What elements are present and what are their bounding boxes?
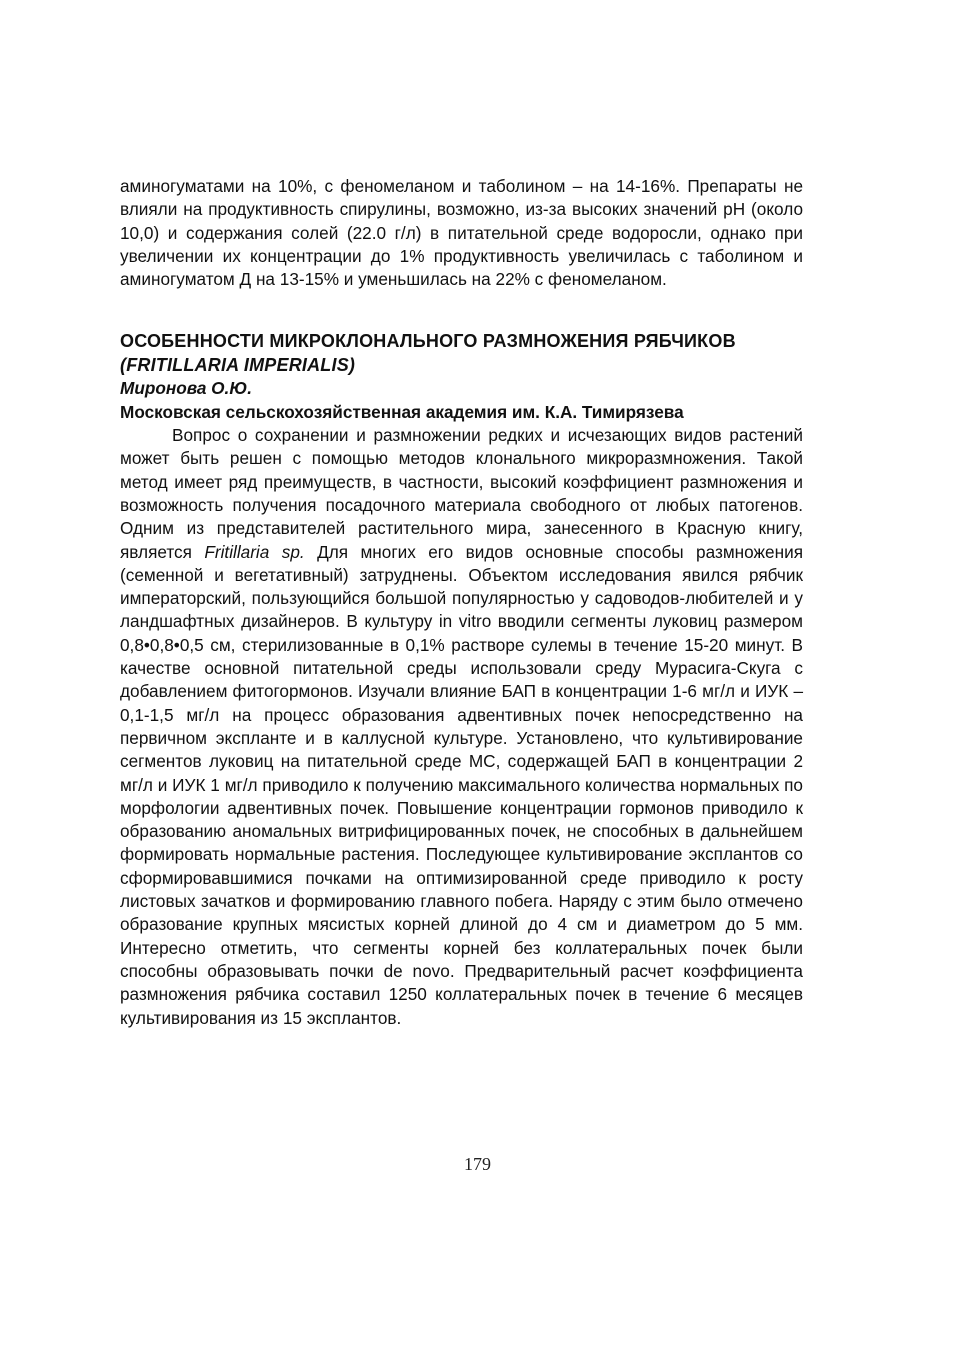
intro-paragraph: аминогуматами на 10%, с феномеланом и таболином – на 14-16%. Препараты не влияли на продуктивность спирулины, возможно, из-за высоких значений pH (около 10,0) и содержания солей (22.0 г/л) в питательной среде водоросли, однако при увеличении их концентрации до 1% продуктивность увеличилась с таболином и аминогуматом Д на 13-15% и уменьшилась на 22% с феномеланом.: [120, 176, 803, 290]
section-gap: [120, 291, 803, 329]
article-title: [120, 329, 803, 377]
page-content: [120, 175, 803, 1030]
article-institution: Московская сельскохозяйственная академия им. К.А. Тимирязева: [120, 401, 684, 422]
article-title-latin: (FRITILLARIA IMPERIALIS): [120, 355, 356, 376]
article-author: Миронова О.Ю.: [120, 378, 253, 399]
article-body-part2: Для многих его видов основные способы размножения (семенной и вегетативный) затруднены. Объектом исследования явился рябчик императорский, пользующийся большой популярностью у садоводов-любителей и у ландшафтных дизайнеров. В культуру in vitro вводили сегменты луковиц размером 0,8•0,8•0,5 см, стерилизованные в 0,1% растворе сулемы в течение 15-20 минут. В качестве основной питательной среды использовали среду Мурасига-Скуга с добавлением фитогормонов. Изучали влияние БАП в концентрации 1-6 мг/л и ИУК – 0,1-1,5 мг/л на процесс образования адвентивных почек непосредственно на первичном экспланте и в каллусной культуре. Установлено, что культивирование сегментов луковиц на питательной среде МС, содержащей БАП в концентрации 2 мг/л и ИУК 1 мг/л приводило к получению максимального количества нормальных по морфологии адвентивных почек. Повышение концентрации гормонов приводило к образованию аномальных витрифицированных почек, не способных в дальнейшем формировать нормальные растения. Последующее культивирование эксплантов со сформировавшимися почками на оптимизированной среде приводило к росту листовых зачатков и формированию главного побега. Наряду с этим было отмечено образование крупных мясистых корней длиной до 4 см и диаметром до 5 мм. Интересно отметить, что сегменты корней без коллатеральных почек были способны образовывать почки de novo. Предварительный расчет коэффициента размножения рябчика составил 1250 коллатеральных почек в течение 6 месяцев культивирования из 15 эксплантов.: [120, 541, 803, 1028]
page-number: 179: [464, 1154, 491, 1174]
article-title-main: ОСОБЕННОСТИ МИКРОКЛОНАЛЬНОГО РАЗМНОЖЕНИЯ РЯБЧИКОВ: [120, 331, 736, 352]
article-body: [120, 424, 803, 1030]
article-body-part1: Вопрос о сохранении и размножении редких и исчезающих видов растений может быть решен с помощью методов клонального микроразмножения. Такой метод имеет ряд преимуществ, в частности, высокий коэффициент размножения и возможность получения посадочного материала свободного от любых патогенов. Одним из представителей растительного мира, занесенного в Красную книгу, является: [120, 425, 803, 562]
article-body-italic: Fritillaria sp.: [204, 541, 305, 562]
